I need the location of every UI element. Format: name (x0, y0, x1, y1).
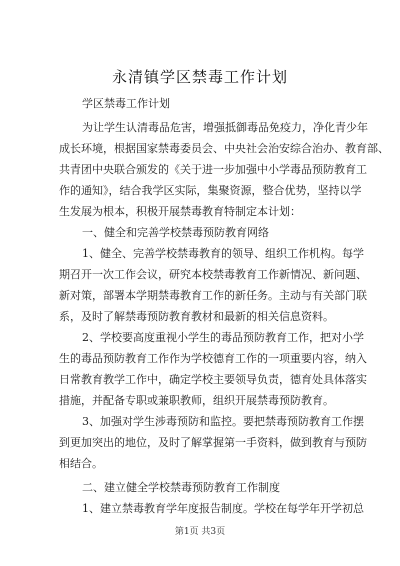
body-line: 1、建立禁毒教育学年度报告制度。学校在每学年开学初总 (82, 502, 364, 515)
body-line: 2、学校要高度重视小学生的毒品预防教育工作，把对小学 (82, 331, 364, 344)
body-line: 作的通知》，结合我学区实际，集聚资源，整合优势，坚持以学 (59, 184, 362, 197)
body-line: 1、健全、完善学校禁毒教育的领导、组织工作机构。每学 (82, 247, 364, 260)
page-number: 第1页 共3页 (174, 527, 226, 537)
body-line: 系，及时了解禁毒预防教育教材和最新的相关信息资料。 (59, 310, 334, 323)
body-line: 期召开一次工作会议，研究本校禁毒教育工作新情况、新问题、 (59, 268, 367, 281)
document-title: 永清镇学区禁毒工作计划 (111, 68, 288, 86)
body-line: 日常教育教学工作中，确定学校主要领导负责，德育处具体落实 (59, 373, 367, 386)
body-line: 学区禁毒工作计划 (82, 97, 170, 110)
body-line: 为让学生认清毒品危害，增强抵御毒品免疫力，净化青少年 (82, 121, 368, 134)
body-line: 生的毒品预防教育工作作为学校德育工作的一项重要内容，纳入 (59, 352, 367, 365)
section-heading: 二、建立健全学校禁毒预防教育工作制度 (82, 481, 280, 494)
body-line: 共青团中央联合颁发的《关于进一步加强中小学毒品预防教育工 (59, 163, 367, 176)
body-line: 措施，并配备专职或兼职教师，组织开展禁毒预防教育。 (59, 394, 334, 407)
body-line: 到更加突出的地位，及时了解掌握第一手资料，做到教育与预防 (59, 436, 367, 449)
body-line: 相结合。 (59, 457, 103, 470)
body-line: 新对策，部署本学期禁毒教育工作的新任务。主动与有关部门联 (59, 289, 367, 302)
body-line: 成长环境，根据国家禁毒委员会、中央社会治安综合治办、教育部、 (59, 142, 389, 155)
section-heading: 一、健全和完善学校禁毒预防教育网络 (82, 226, 269, 239)
body-line: 3、加强对学生涉毒预防和监控。要把禁毒预防教育工作摆 (82, 415, 364, 428)
body-line: 生发展为根本，积极开展禁毒教育特制定本计划： (59, 205, 301, 218)
